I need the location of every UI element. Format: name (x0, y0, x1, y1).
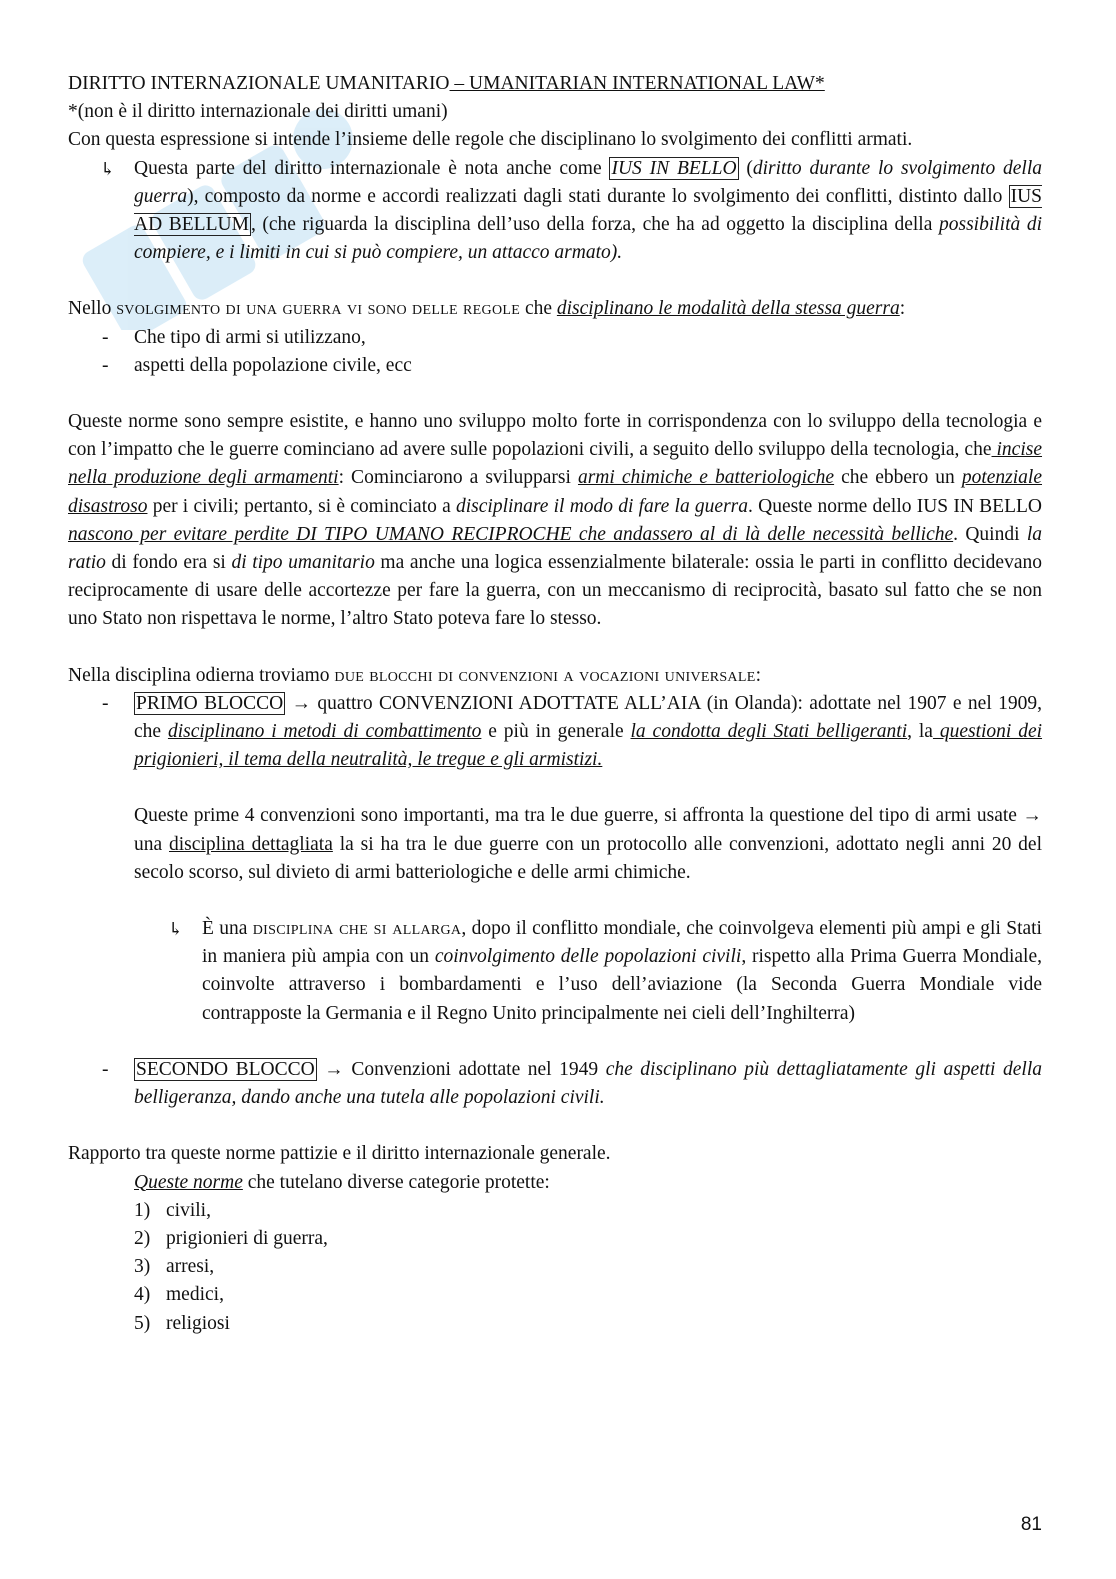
intro-paragraph: Con questa espressione si intende l’insieme delle regole che disciplinano lo svolgimento dei conflitti armati. (68, 129, 913, 151)
ius-in-bello-item: ↳ Questa parte del diritto internazionale è nota anche come IUS IN BELLO (diritto durante lo svolgimento della guerra), composto da norme e accordi realizzati dagli stati durante lo svolgimento dei conflitti, distinto dallo IUS AD BELLUM , (che riguarda la disciplina dell’uso della forza, che ha ad oggetto la disciplina della possibilità di compiere, e i limiti in cui si può compiere, un attacco armato). (68, 155, 1042, 268)
list-item: - aspetti della popolazione civile, ecc (68, 352, 1042, 380)
relation-heading: Rapporto tra queste norme pattizie e il diritto internazionale generale. (68, 1143, 611, 1165)
sub-arrow-item: ↳ È una disciplina che si allarga, dopo il conflitto mondiale, che coinvolgeva elementi più ampi e gli Stati in maniera più ampia con un coinvolgimento delle popolazioni civili, rispetto alla Prima Guerra Mondiale, coinvolte attraverso i bombardamenti e l’uso dell’aviazione (la Seconda Guerra Mondiale vide contrapposte la Germania e il Regno Unito principalmente nei cieli dell’Inghilterra) (68, 915, 1042, 1028)
dash-bullet: - (102, 692, 109, 714)
numbered-item: 3) arresi, (134, 1256, 215, 1278)
numbered-item: 1) civili, (134, 1199, 211, 1221)
list-item: - Che tipo di armi si utilizzano, (68, 324, 1042, 352)
numbered-item: 5) religiosi (134, 1312, 230, 1334)
second-block-item: - SECONDO BLOCCO → Convenzioni adottate nel 1949 che disciplinano più dettagliatamente gli aspetti della belligeranza, dando anche una tutela alle popolazioni civili. (68, 1056, 1042, 1112)
page-number: 81 (1020, 1514, 1042, 1535)
second-block-term: SECONDO BLOCCO (136, 1058, 315, 1080)
numbered-item: 2) prigionieri di guerra, (134, 1227, 328, 1249)
title-english: – UMANITARIAN INTERNATIONAL LAW* (449, 73, 825, 94)
blocks-heading: Nella disciplina odierna troviamo due blocchi di convenzioni a vocazioni universale: (68, 664, 761, 686)
ius-in-bello-term: IUS IN BELLO (611, 157, 737, 179)
title-note: *(non è il diritto internazionale dei diritti umani) (68, 101, 448, 123)
first-block-term: PRIMO BLOCCO (136, 692, 284, 714)
rules-paragraph: Nello svolgimento di una guerra vi sono delle regole che disciplinano le modalità della stessa guerra: (68, 298, 906, 320)
first-block-item: - PRIMO BLOCCO → quattro CONVENZIONI ADOTTATE ALL’AIA (in Olanda): adottate nel 1907 e nel 1909, che disciplinano i metodi di combattimento e più in generale la condotta degli Stati belligeranti, la questioni dei prigionieri, il tema della neutralità, le tregue e gli armistizi. (68, 690, 1042, 775)
document-page (68, 70, 1042, 1338)
dash-bullet: - (102, 326, 109, 348)
relation-intro: Queste norme che tutelano diverse categorie protette: (134, 1171, 550, 1193)
arrow-bullet-icon: ↳ (168, 919, 184, 940)
first-block-paragraph: Queste prime 4 convenzioni sono importanti, ma tra le due guerre, si affronta la questione del tipo di armi usate → una disciplina dettagliata la si ha tra le due guerre con un protocollo alle convenzioni, adottato negli anni 20 del secolo scorso, sul divieto di armi batteriologiche e delle armi chimiche. (134, 805, 1043, 883)
dash-bullet: - (102, 1058, 109, 1080)
dash-bullet: - (102, 354, 109, 376)
numbered-item: 4) medici, (134, 1284, 224, 1306)
ius-ad-bellum-term: IUS AD BELLUM (134, 185, 1042, 236)
section-title (68, 70, 1042, 98)
title-main: DIRITTO INTERNAZIONALE UMANITARIO (68, 73, 450, 94)
history-paragraph: Queste norme sono sempre esistite, e hanno uno sviluppo molto forte in corrispondenza con lo sviluppo della tecnologia e con l’impatto che le guerre cominciano ad avere sulle popolazioni civili, a seguito dello sviluppo della tecnologia, che incise nella produzione degli armamenti: Cominciarono a svilupparsi armi chimiche e batteriologiche che ebbero un potenziale disastroso per i civili; pertanto, si è cominciato a disciplinare il modo di fare la guerra. Queste norme dello IUS IN BELLO nascono per evitare perdite DI TIPO UMANO RECIPROCHE che andassero al di là delle necessità belliche. Quindi la ratio di fondo era si di tipo umanitario ma anche una logica essenzialmente bilaterale: ossia le parti in conflitto decidevano reciprocamente di usare delle accortezze per fare la guerra, con un meccanismo di reciprocità, basato sul fatto che se non uno Stato non rispettava le norme, l’altro Stato poteva fare lo stesso. (68, 411, 1043, 630)
arrow-bullet-icon: ↳ (100, 158, 116, 179)
